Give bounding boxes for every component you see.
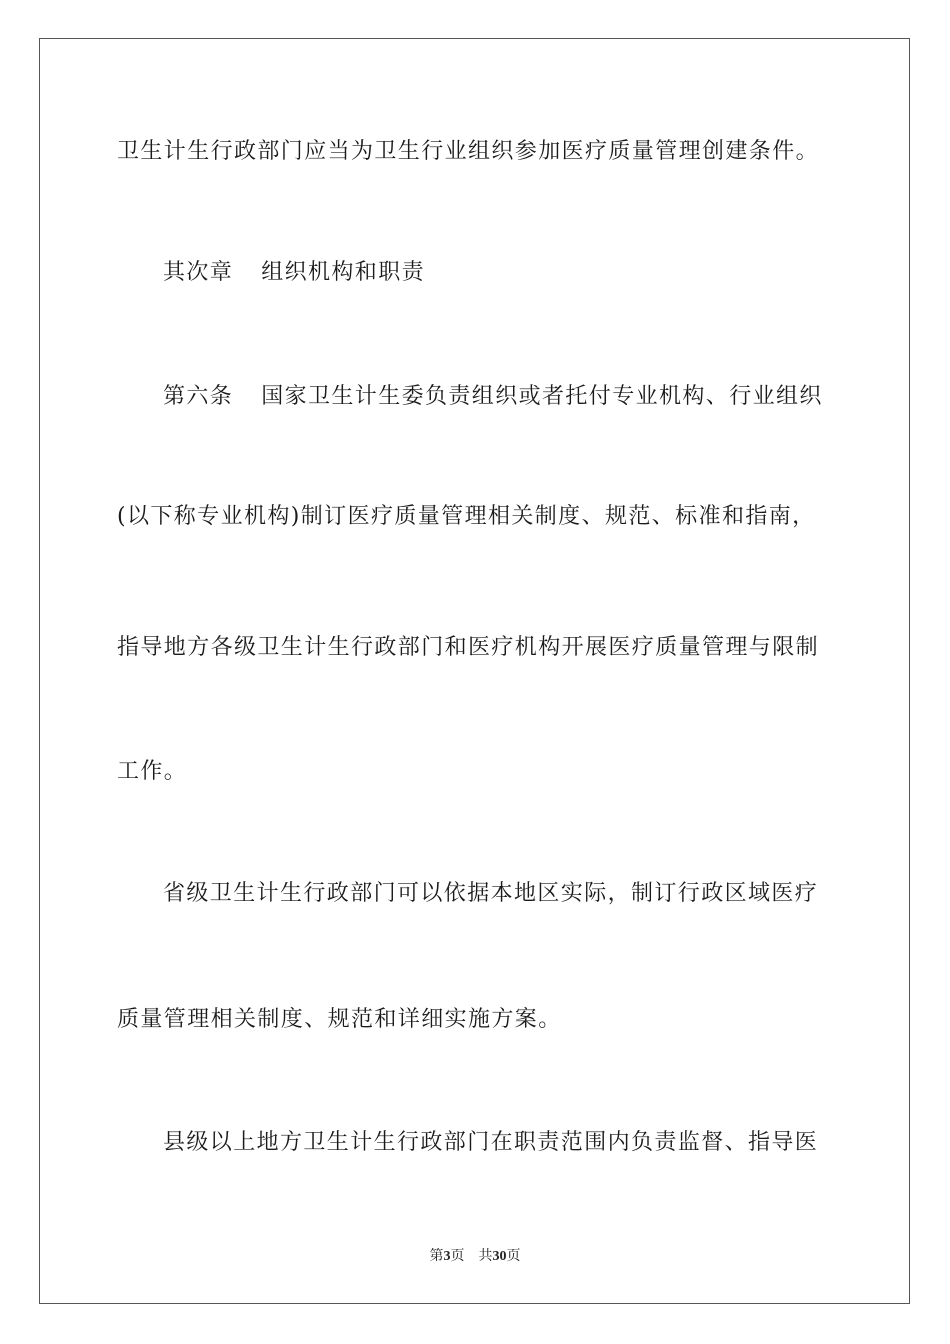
chapter-number: 其次章: [163, 260, 234, 285]
article-six-line-2: (以下称专业机构)制订医疗质量管理相关制度、规范、标准和指南，: [117, 504, 816, 529]
chapter-title: 组织机构和职责: [261, 260, 426, 285]
total-prefix: 共: [478, 1248, 493, 1264]
county-paragraph-line-1: 县级以上地方卫生计生行政部门在职责范围内负责监督、指导医: [163, 1130, 819, 1155]
page-number: 3: [443, 1249, 451, 1264]
chapter-heading: [163, 259, 425, 287]
article-six-line-1: [163, 383, 823, 411]
provincial-paragraph-line-2: 质量管理相关制度、规范和详细实施方案。: [117, 1007, 562, 1032]
total-pages: 30: [492, 1249, 507, 1264]
page-border: [39, 38, 910, 1304]
provincial-paragraph-line-1: 省级卫生计生行政部门可以依据本地区实际，制订行政区域医疗: [163, 881, 819, 906]
paragraph-line-1: 卫生计生行政部门应当为卫生行业组织参加医疗质量管理创建条件。: [117, 139, 820, 164]
article-six-line-4: 工作。: [117, 759, 188, 784]
page-footer: [0, 1247, 950, 1266]
article-six-line-3: 指导地方各级卫生计生行政部门和医疗机构开展医疗质量管理与限制: [117, 635, 820, 660]
article-text: 国家卫生计生委负责组织或者托付专业机构、行业组织: [261, 384, 823, 409]
article-number: 第六条: [163, 384, 234, 409]
total-suffix: 页: [506, 1248, 521, 1264]
page-suffix: 页: [450, 1248, 465, 1264]
page-prefix: 第: [429, 1248, 444, 1264]
